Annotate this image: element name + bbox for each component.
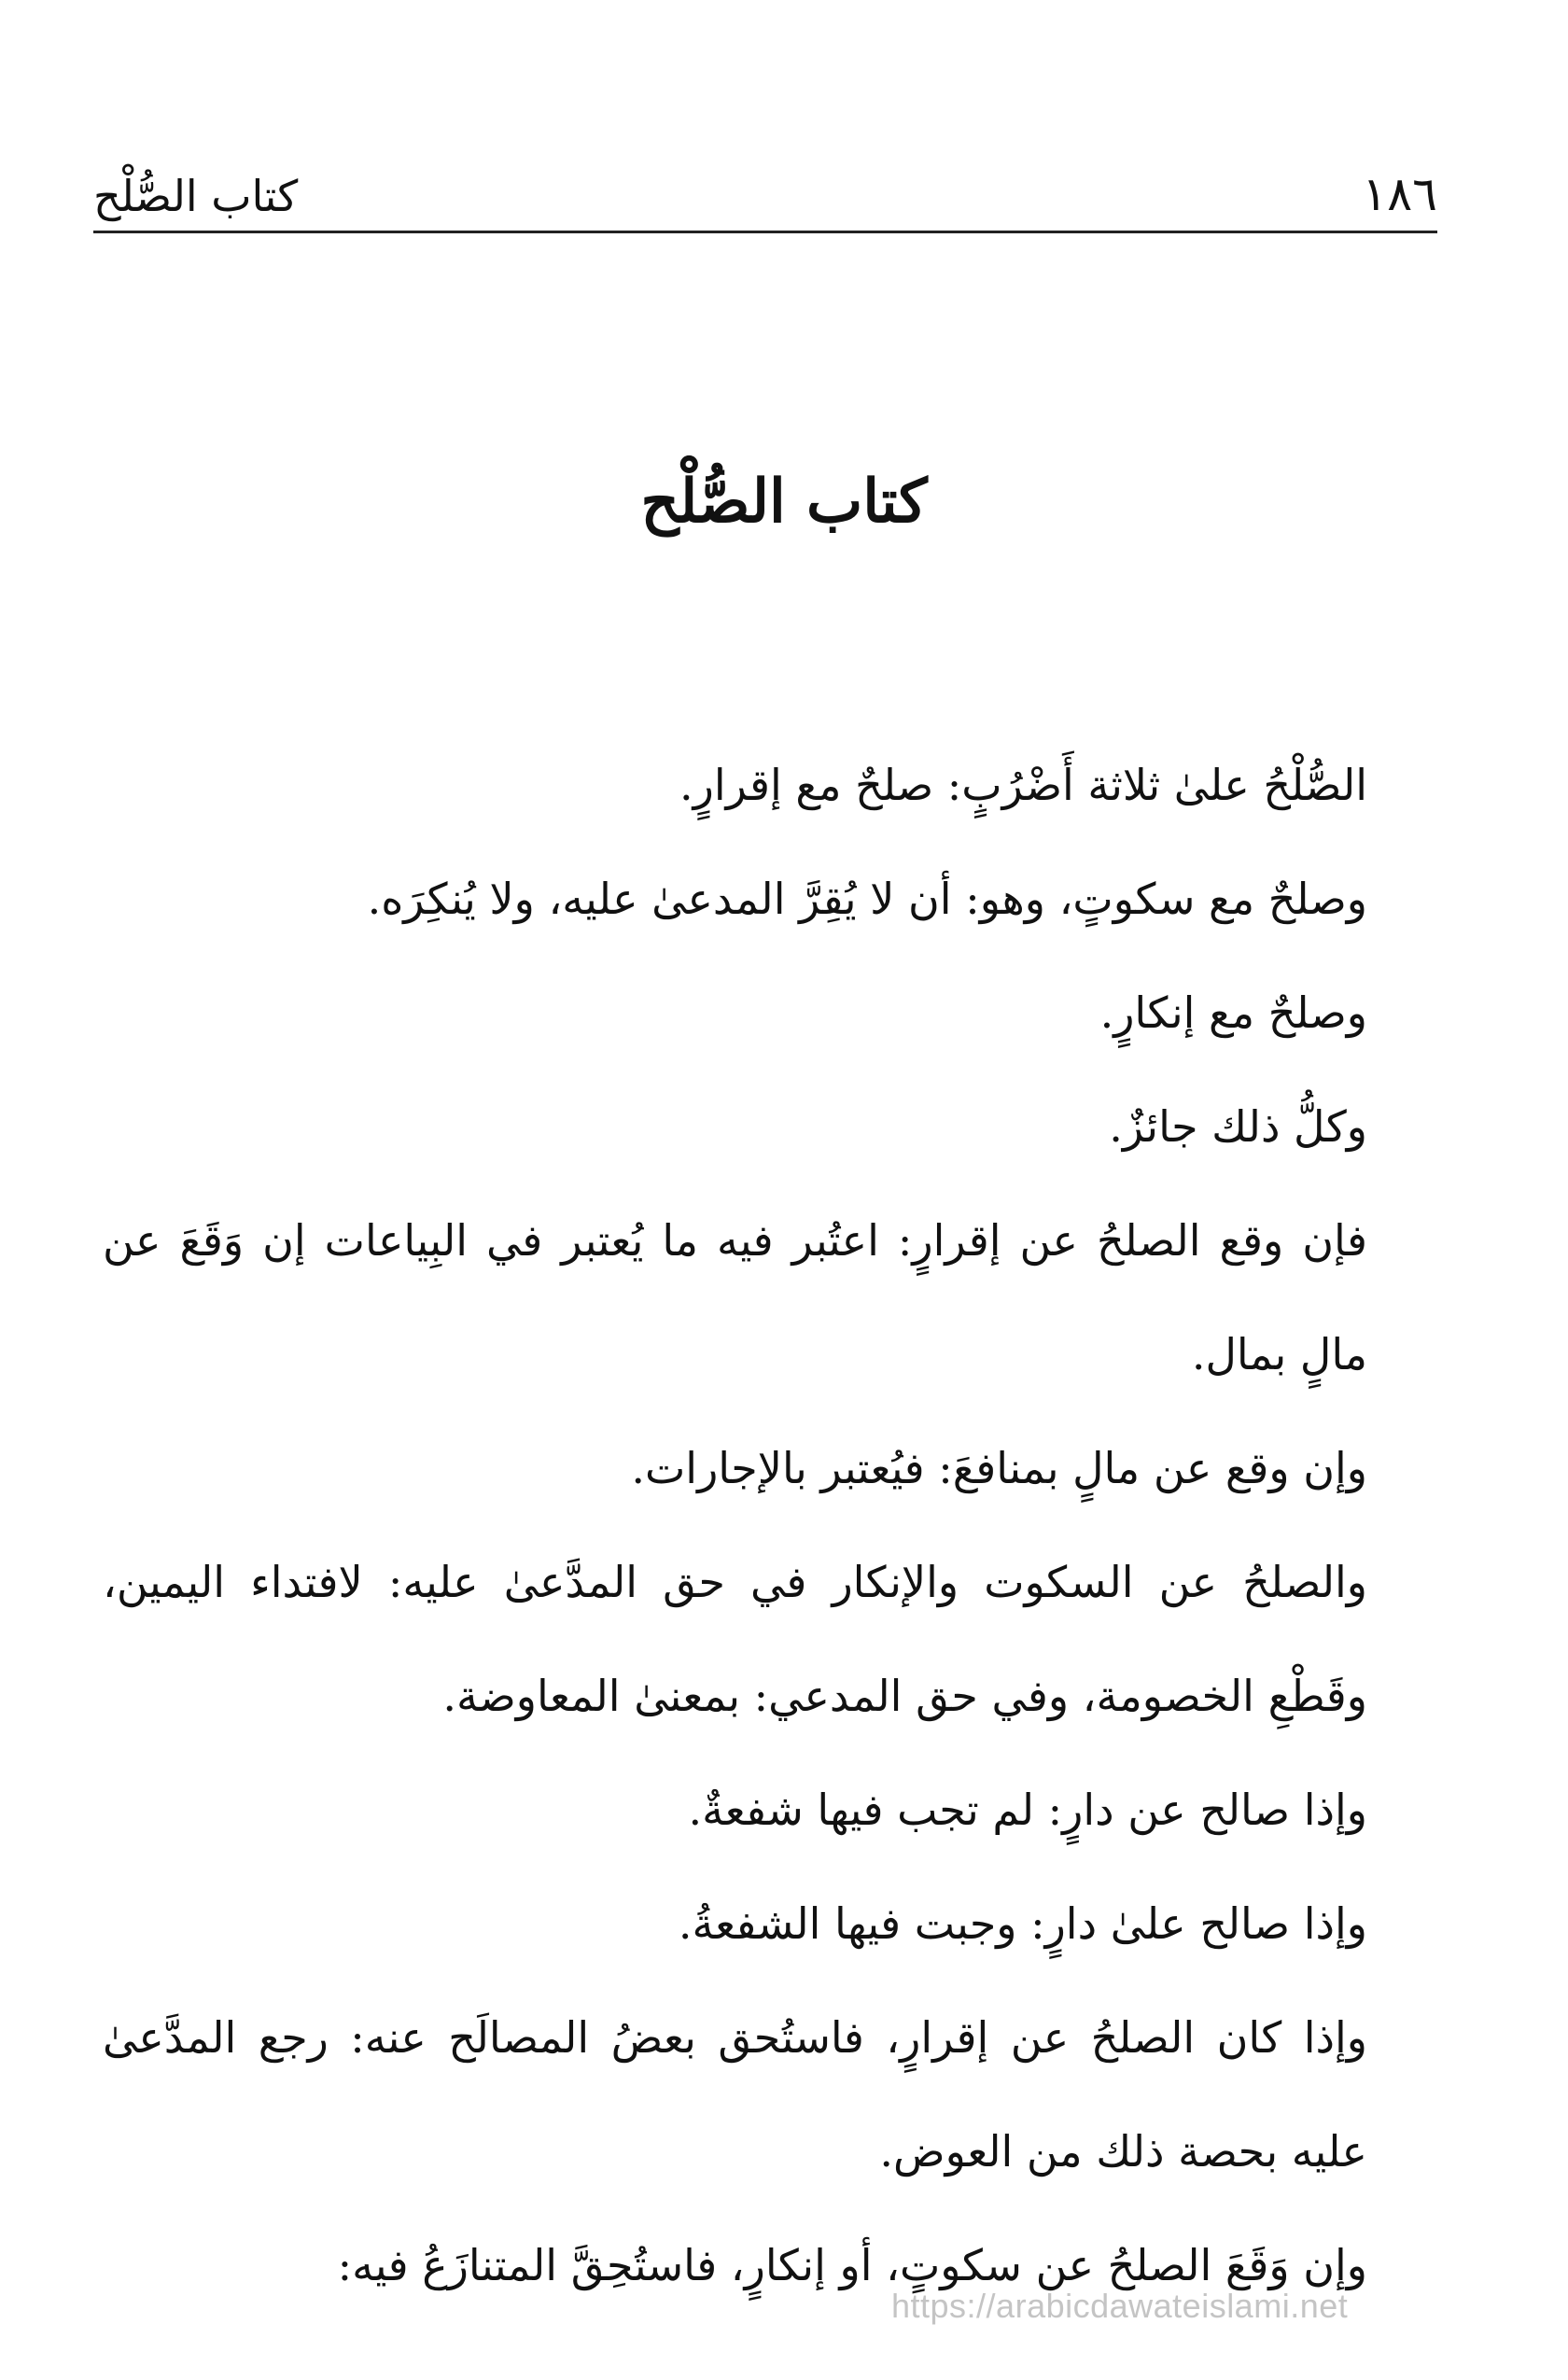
chapter-title: كتاب الصُّلْح bbox=[640, 467, 928, 537]
paragraph: وكلُّ ذلك جائزٌ. bbox=[1109, 1101, 1367, 1152]
watermark-url: https://arabicdawateislami.net bbox=[891, 2287, 1349, 2325]
paragraph: وإذا كان الصلحُ عن إقرارٍ، فاستُحق بعضُ المصالَح عنه: رجع المدَّعىٰ عليه بحصة ذلك من العوض. bbox=[103, 2012, 1367, 2177]
paragraph: وإن وَقَعَ الصلحُ عن سكوتٍ، أو إنكارٍ، فاستُحِقَّ المتنازَعُ فيه: bbox=[337, 2240, 1367, 2290]
page-header bbox=[93, 159, 1437, 233]
paragraph: وإذا صالح عن دارٍ: لم تجب فيها شفعةٌ. bbox=[688, 1785, 1367, 1835]
paragraph: والصلحُ عن السكوت والإنكار في حق المدَّعىٰ عليه: لافتداء اليمين، وقَطْعِ الخصومة، وفي حق المدعي: بمعنىٰ المعاوضة. bbox=[103, 1557, 1367, 1721]
paragraph: فإن وقع الصلحُ عن إقرارٍ: اعتُبر فيه ما يُعتبر في البِياعات إن وَقَعَ عن مالٍ بمال. bbox=[103, 1215, 1367, 1379]
paragraph: الصُّلْحُ علىٰ ثلاثة أَضْرُبٍ: صلحٌ مع إقرارٍ. bbox=[679, 760, 1367, 810]
paragraph: وصلحٌ مع إنكارٍ. bbox=[1099, 987, 1367, 1038]
page-number: ١٨٦ bbox=[1362, 167, 1437, 221]
running-title: كتاب الصُّلْح bbox=[93, 171, 299, 221]
body-text bbox=[103, 728, 1437, 2322]
paragraph: وإذا صالح علىٰ دارٍ: وجبت فيها الشفعةُ. bbox=[678, 1898, 1367, 1949]
paragraph: وإن وقع عن مالٍ بمنافعَ: فيُعتبر بالإجارات. bbox=[631, 1443, 1367, 1493]
paragraph: وصلحٌ مع سكوتٍ، وهو: أن لا يُقِرَّ المدعىٰ عليه، ولا يُنكِرَه. bbox=[367, 874, 1367, 924]
